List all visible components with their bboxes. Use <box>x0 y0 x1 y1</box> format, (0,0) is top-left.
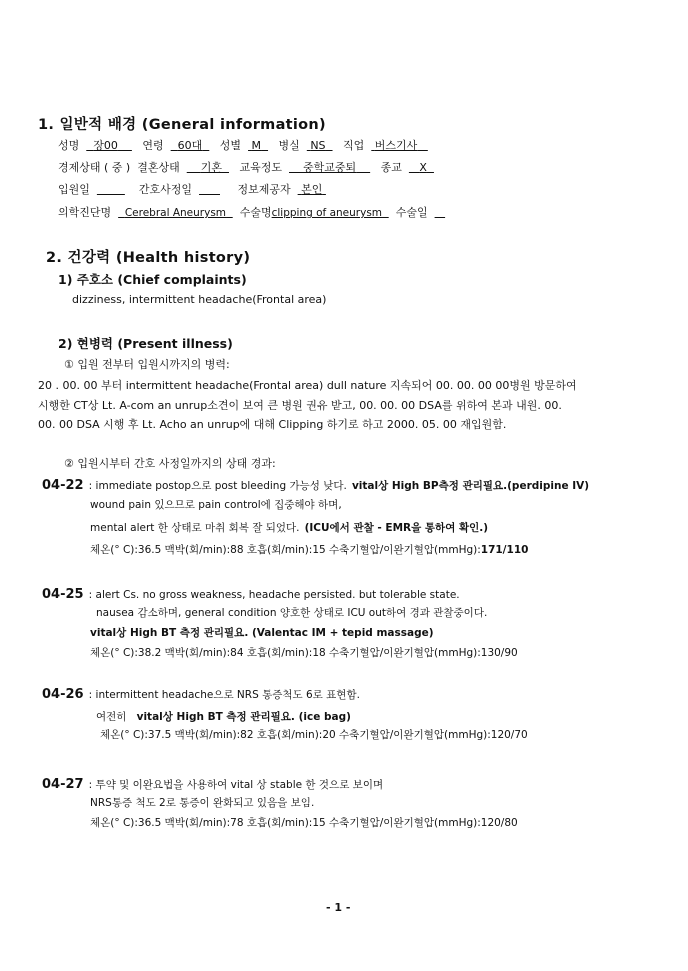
admit-label: 입원일 <box>58 183 90 196</box>
entry-text-bold: vital상 High BP측정 관리필요.(perdipine IV) <box>351 480 590 492</box>
name-label: 성명 <box>58 139 80 152</box>
history-line: 20 . 00. 00 부터 intermittent headache(Frontal area) dull nature 지속되어 00. 00. 00 00병원 방문하여 <box>38 379 577 392</box>
op-date-blank <box>435 206 446 219</box>
nursing-date-blank <box>199 183 220 196</box>
entry-text: : immediate postop으로 post bleeding 가능성 낮다. <box>88 480 347 492</box>
vitals-text: 체온(° C):38.2 맥박(회/min):84 호흡(회/min):18 수축기혈압/이완기혈압(mmHg):130/90 <box>90 647 518 659</box>
op-date-label: 수술일 <box>395 206 428 219</box>
present-illness-title: 2) 현병력 (Present illness) <box>58 336 233 351</box>
entry-text: : alert Cs. no gross weakness, headache persisted. but tolerable state. <box>88 589 460 601</box>
ward-label: 병실 <box>278 139 300 152</box>
job-value: 버스기사 <box>374 139 418 152</box>
general-info-row4 <box>58 204 445 220</box>
chief-complaints-title: 1) 주호소 (Chief complaints) <box>58 272 247 287</box>
diagnosis-label: 의학진단명 <box>58 206 112 219</box>
entry-date: 04-25 <box>42 587 84 602</box>
edu-value: 중학교중퇴 <box>303 161 357 174</box>
entry-text-bold: vital상 High BT 측정 관리필요. (ice bag) <box>136 711 351 723</box>
history-line: 시행한 CT상 Lt. A-com an unrup소견이 보여 큰 병원 권유 받고, 00. 00. 00 DSA를 위하여 본과 내원. 00. <box>38 399 562 412</box>
entry-text-bold: (ICU에서 관찰 - EMR을 통하여 확인.) <box>304 522 489 534</box>
progress-entry-0427 <box>42 773 383 792</box>
econ-label: 경제상태 ( 중 ) <box>58 161 131 174</box>
age-value: 60대 <box>177 139 203 152</box>
entry-date: 04-26 <box>42 687 84 702</box>
entry-date: 04-27 <box>42 777 84 792</box>
entry-text: NRS통증 척도 2로 통증이 완화되고 있음을 보임. <box>90 797 315 809</box>
entry-text: wound pain 있으므로 pain control에 집중해야 하며, <box>90 499 342 511</box>
religion-value: X <box>419 161 427 174</box>
history-line: 00. 00 DSA 시행 후 Lt. Acho an unrup에 대해 Clipping 하기로 하고 2000. 05. 00 재입원함. <box>38 418 507 431</box>
general-info-row3 <box>58 181 326 197</box>
entry-line <box>96 705 351 724</box>
entry-text: : intermittent headache으로 NRS 통증척도 6로 표현함. <box>88 689 360 701</box>
general-info-row1 <box>58 137 428 153</box>
progress-since-admission-title: ② 입원시부터 간호 사정일까지의 상태 경과: <box>64 457 276 470</box>
entry-line <box>90 516 488 535</box>
blood-pressure-value: 171/110 <box>480 544 529 556</box>
progress-entry-0425 <box>42 583 460 602</box>
age-label: 연령 <box>142 139 164 152</box>
diagnosis-value: Cerebral Aneurysm <box>124 207 227 219</box>
section1-title: 1. 일반적 배경 (General information) <box>38 117 326 133</box>
entry-text: 여전히 <box>96 711 127 723</box>
religion-label: 종교 <box>380 161 402 174</box>
general-info-row2 <box>58 159 434 175</box>
sex-label: 성별 <box>219 139 242 152</box>
sex-value: M <box>251 139 262 152</box>
section2-title: 2. 건강력 (Health history) <box>46 250 251 266</box>
marital-label: 결혼상태 <box>137 161 180 174</box>
entry-text: mental alert 한 상태로 마취 회복 잘 되었다. <box>90 522 300 534</box>
vitals-text: 체온(° C):37.5 맥박(회/min):82 호흡(회/min):20 수축기혈압/이완기혈압(mmHg):120/70 <box>100 729 528 741</box>
operation-label: 수술명 <box>239 206 272 219</box>
page-number: - 1 - <box>326 901 351 914</box>
nursing-date-label: 간호사정일 <box>138 183 193 196</box>
progress-entry-0426 <box>42 683 360 702</box>
history-before-admission-title: ① 입원 전부터 입원시까지의 병력: <box>64 358 230 371</box>
chief-complaints-text: dizziness, intermittent headache(Frontal area) <box>72 293 327 306</box>
entry-text-bold: vital상 High BT 측정 관리필요. (Valentac IM + tepid massage) <box>90 627 434 639</box>
informant-label: 정보제공자 <box>237 183 291 196</box>
admit-blank <box>97 183 125 196</box>
informant-value: 본인 <box>301 183 323 196</box>
edu-label: 교육정도 <box>239 161 282 174</box>
job-label: 직업 <box>343 139 365 152</box>
entry-text: nausea 감소하며, general condition 양호한 상태로 ICU out하여 경과 관찰중이다. <box>96 607 488 619</box>
entry-text: : 투약 및 이완요법을 사용하여 vital 상 stable 한 것으로 보이며 <box>88 779 384 791</box>
vitals-text: 체온(° C):36.5 맥박(회/min):78 호흡(회/min):15 수축기혈압/이완기혈압(mmHg):120/80 <box>90 817 518 829</box>
vitals-line <box>90 538 528 557</box>
ward-value: NS <box>310 139 326 152</box>
entry-date: 04-22 <box>42 478 84 493</box>
progress-entry-0422 <box>42 474 589 493</box>
marital-value: 기혼 <box>200 161 222 174</box>
name-value: 장00 <box>93 139 118 152</box>
vitals-text: 체온(° C):36.5 맥박(회/min):88 호흡(회/min):15 수축기혈압/이완기혈압(mmHg): <box>90 544 481 556</box>
operation-value: clipping of aneurysm <box>271 207 383 219</box>
